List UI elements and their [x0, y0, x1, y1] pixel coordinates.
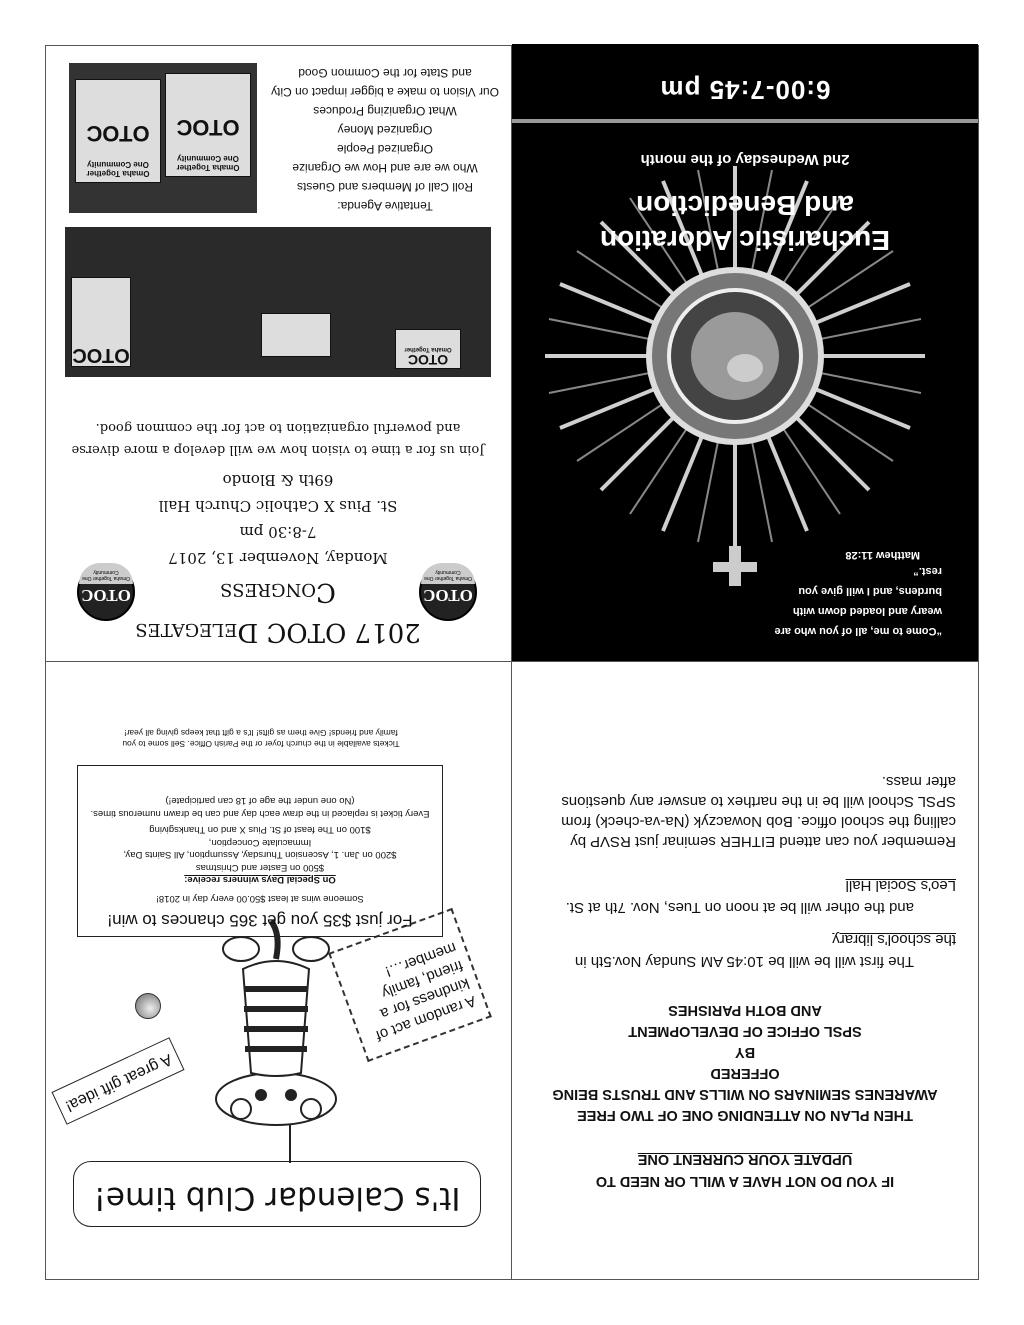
otoc-logo-right-subtext: Omaha Together One Community	[79, 563, 133, 584]
calendar-footer-line-1: Tickets available in the church foyer or the Parish Office. Sell some to you	[122, 739, 400, 749]
calendar-offer-title: For just $35 you get 365 chances to win!	[107, 911, 413, 930]
adoration-title-line-1: Eucharistic Adoration	[600, 225, 890, 256]
agenda-item-4: Organized Money	[337, 123, 433, 137]
calendar-offer-line-7: Every ticket is replaced in the draw each day and can be drawn numerous times.	[90, 808, 430, 819]
rally-sign-2	[261, 313, 331, 357]
calendar-offer-line-6: $100 on The feast of St. Pius X and on Thanksgiving	[149, 824, 371, 836]
will-body-3: and the other will be at noon on Tues, Nov. 7th at St.	[565, 899, 914, 916]
scripture-quote-line-3: burdens, and I will give you	[798, 585, 942, 597]
otoc-logo-right-icon	[77, 563, 135, 621]
will-heading-2: UPDATE YOUR CURRENT ONE	[637, 1151, 853, 1167]
group-sign-1	[165, 73, 251, 177]
will-heading-5: OFFERED	[710, 1065, 780, 1081]
otoc-logo-right-text: OTOC	[81, 586, 131, 605]
calendar-offer-line-5: Immaculate Conception,	[208, 837, 312, 848]
adoration-time: 6:00-7:45 pm	[659, 75, 831, 105]
rally-sign-3	[71, 277, 131, 367]
group-sign-2-subtext-2: One Community	[87, 160, 149, 169]
will-body-8: after mass.	[881, 773, 956, 790]
scripture-reference: Matthew 11:28	[845, 549, 920, 561]
event-description-1: Join us for a time to vision how we will develop a more diverse	[71, 442, 485, 457]
otoc-logo-left-subtext: Omaha Together One Community	[421, 563, 475, 584]
otoc-panel	[45, 44, 511, 661]
will-heading-4: AWARENES SEMINARS ON WILLS AND TRUSTS BEING	[552, 1086, 938, 1102]
will-body-2: the school's library	[832, 931, 956, 948]
event-place: St. Pius X Catholic Church Hall	[158, 497, 398, 515]
page-frame	[45, 45, 979, 1280]
group-sign-2-subtext-1: Omaha Together	[86, 169, 150, 178]
calendar-offer-line-3: $500 on Easter and Christmas	[195, 862, 325, 873]
rally-photo	[65, 227, 491, 377]
event-time: 7-8:30 pm	[239, 523, 317, 541]
group-sign-2-text: OTOC	[86, 121, 150, 146]
agenda-item-2: Who we are and How we Organize	[292, 161, 478, 175]
will-seminar-panel	[512, 662, 978, 1279]
light-streak	[512, 119, 978, 123]
group-sign-1-subtext-2: One Community	[177, 154, 239, 163]
scripture-quote-line-2: weary and loaded down with	[792, 605, 942, 617]
will-heading-1: IF YOU DO NOT HAVE A WILL OR NEED TO	[595, 1173, 895, 1189]
adoration-title-line-2: and Benediction	[636, 190, 854, 221]
will-body-6: calling the school office. Bob Nowaczyk (Na-va-check) from	[561, 813, 956, 830]
group-sign-2	[75, 79, 161, 183]
calendar-footer	[71, 727, 451, 749]
speech-bubble	[73, 1161, 481, 1227]
agenda-item-3: Organized People	[336, 142, 434, 156]
rally-sign-3-text: OTOC	[72, 344, 130, 366]
rally-sign-1	[395, 329, 461, 369]
event-description-2: and powerful organization to act for the common good.	[95, 420, 461, 435]
gift-idea-tag: A great gift idea!	[51, 1037, 184, 1125]
will-body-4: Leo's Social Hall	[845, 877, 956, 894]
otoc-subtitle: Congress	[220, 577, 336, 607]
calendar-footer-line-2: family and friends! Give them as gifts! It's a gift that keeps giving all year!	[124, 728, 398, 738]
group-sign-1-text: OTOC	[176, 115, 240, 140]
adoration-schedule: 2nd Wednesday of the month	[640, 151, 850, 168]
will-heading-7: SPSL OFFICE OF DEVELOPMENT	[628, 1023, 862, 1039]
will-heading-3: THEN PLAN ON ATTENDING ONE OF TWO FREE	[577, 1107, 913, 1123]
calendar-offer-line-1: Someone wins at least $50.00 every day in 2018!	[156, 893, 364, 904]
agenda-item-1: Roll Call of Members and Guests	[296, 180, 474, 194]
agenda-item-6: Our Vision to make a bigger impact on City	[271, 85, 499, 99]
otoc-logo-left-icon	[419, 563, 477, 621]
calendar-club-panel	[45, 662, 511, 1279]
event-date: Monday, November 13, 2017	[168, 549, 388, 567]
will-body-7: SPSL School will be in the narthex to answer any questions	[561, 793, 956, 810]
will-body-5: Remember you can attend EITHER seminar just RSVP by	[570, 833, 956, 850]
random-kindness-note: A random act of kindness for a friend, family member…!	[328, 908, 492, 1062]
calendar-offer-line-2: On Special Days winners receive:	[184, 874, 336, 886]
agenda-item-5: What Organizing Produces	[313, 104, 457, 118]
will-heading-6: BY	[734, 1044, 756, 1060]
group-sign-1-subtext-1: Omaha Together	[176, 163, 240, 172]
rally-sign-1-text: OTOC	[407, 352, 449, 368]
calendar-offer-box	[77, 765, 443, 937]
rally-sign-1-subtext: Omaha Together	[404, 346, 452, 352]
adoration-panel	[512, 44, 978, 661]
scripture-quote-line-1: “Come to me, all of you who are	[774, 625, 942, 637]
calendar-club-headline: It's Calendar Club time!	[93, 1180, 461, 1216]
calendar-offer-line-8: (No one under the age of 18 can participate!)	[165, 795, 355, 807]
event-address: 69th & Blondo	[222, 471, 334, 489]
will-heading-8: AND BOTH PARISHES	[668, 1002, 822, 1018]
tentative-agenda	[259, 63, 511, 215]
agenda-item-7: and State for the Common Good	[298, 66, 472, 80]
agenda-heading: Tentative Agenda:	[337, 199, 433, 213]
scripture-quote-line-4: rest.”	[913, 565, 942, 577]
pushpin-icon	[135, 993, 161, 1019]
calendar-offer-line-4: $200 on Jan. 1, Ascension Thursday, Assumption, All Saints Day,	[123, 849, 397, 861]
group-photo	[69, 63, 257, 213]
otoc-title: 2017 OTOC Delegates	[135, 617, 421, 647]
will-body-1: The first will be will be 10:45 AM Sunday Nov.5th in	[574, 953, 914, 970]
otoc-logo-left-text: OTOC	[423, 586, 473, 605]
speech-bubble-tail	[289, 1123, 291, 1163]
